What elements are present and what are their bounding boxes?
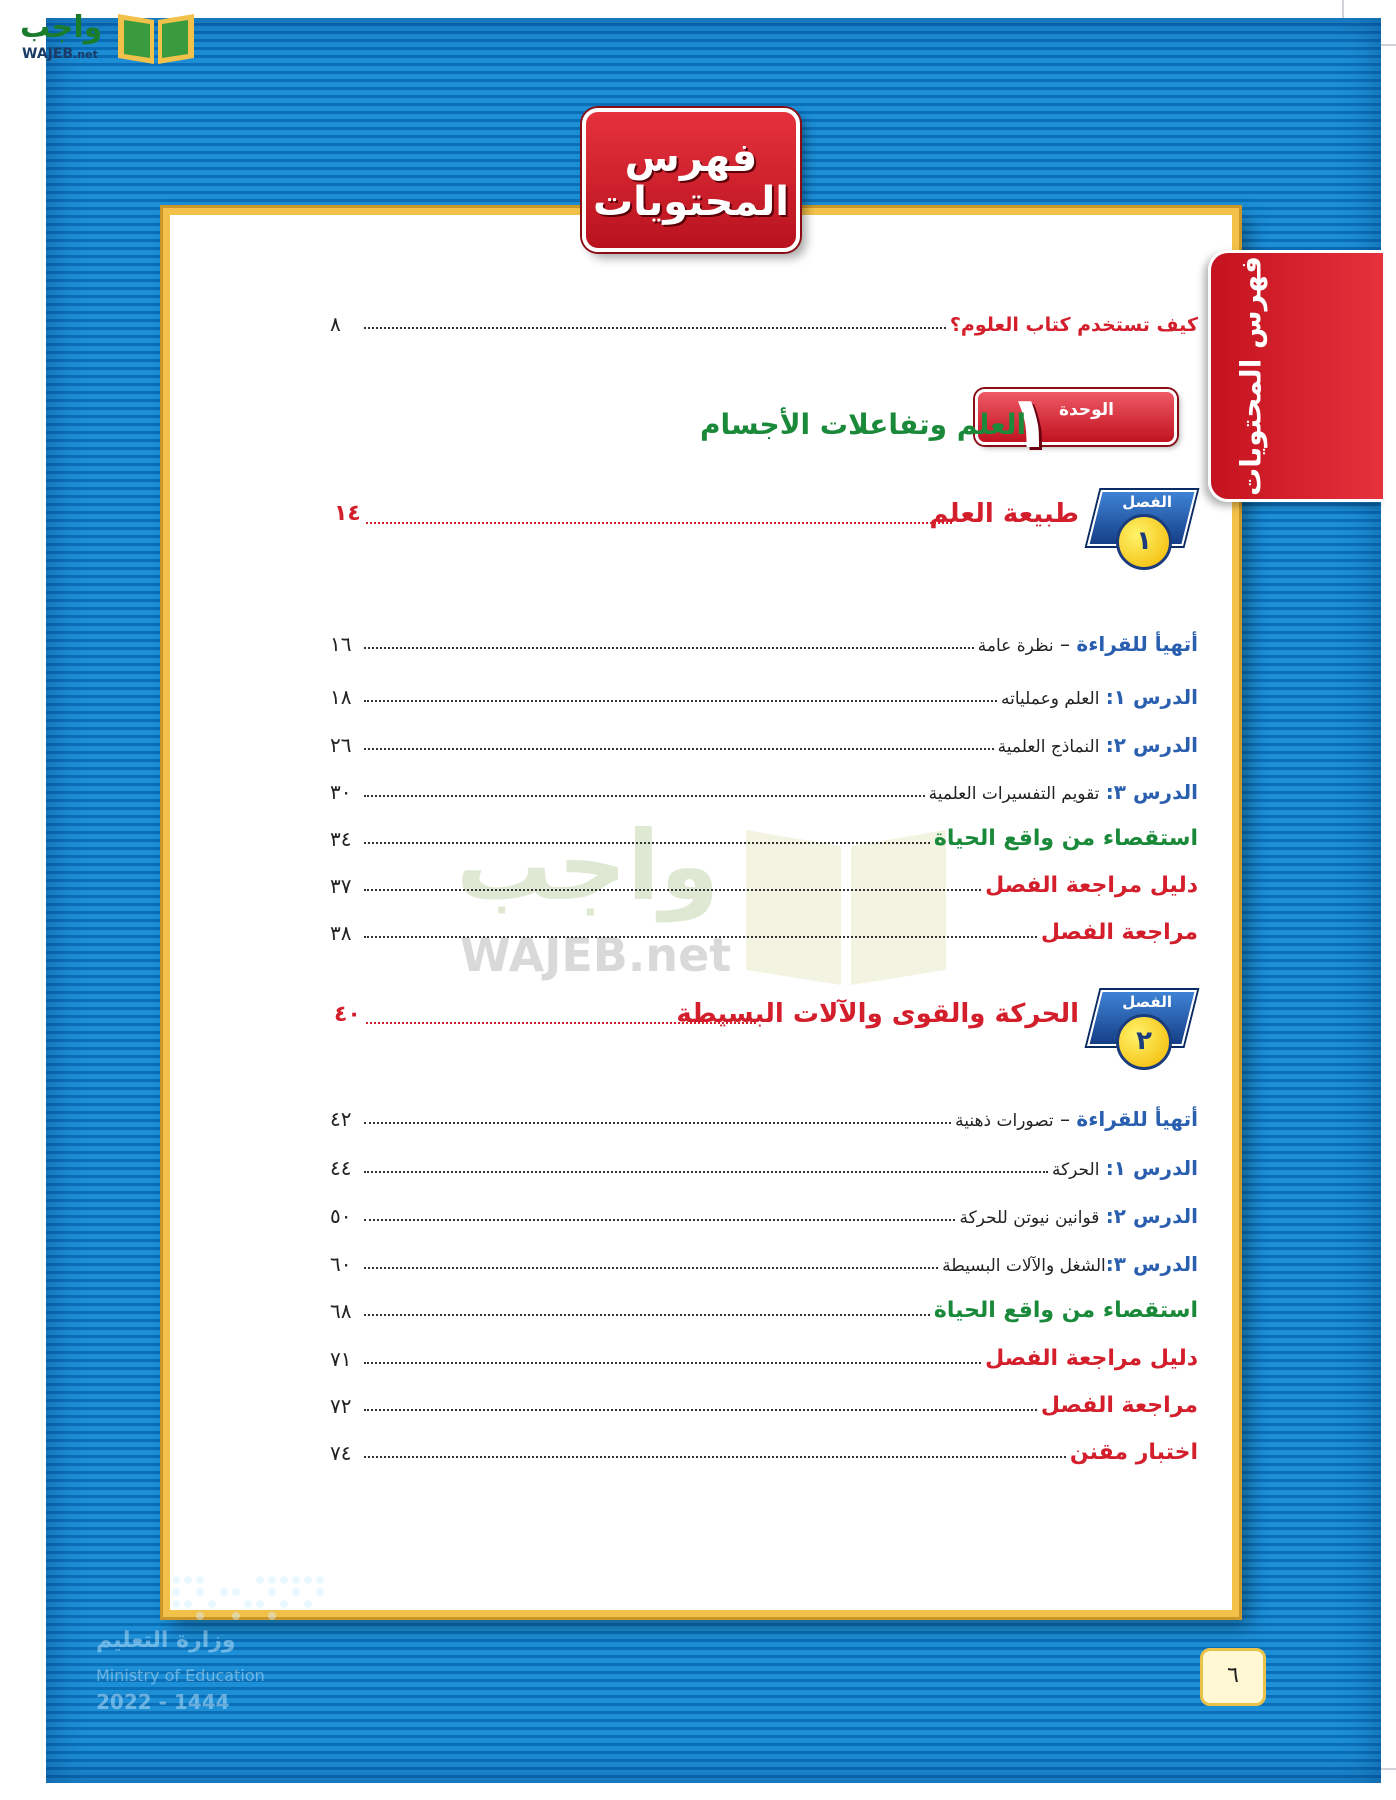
- toc-entry-page: ٣٤: [330, 827, 352, 851]
- toc-entry-label: [925, 780, 1198, 804]
- leader-dots: [364, 327, 946, 329]
- chapter-1-badge: [1082, 490, 1192, 566]
- toc-entry-prefix: الدرس ٣:: [1105, 780, 1198, 804]
- toc-entry-separator: –: [1053, 632, 1077, 656]
- chapter-number: ١: [1116, 514, 1172, 570]
- toc-entry-label: [938, 1252, 1198, 1276]
- toc-entry-page: ٤٢: [330, 1107, 352, 1131]
- toc-entry[interactable]: [330, 1146, 1198, 1180]
- chapter-1-page: ١٤: [334, 501, 361, 526]
- toc-entry-page: ٤٤: [330, 1156, 352, 1180]
- toc-entry[interactable]: [330, 864, 1198, 898]
- toc-entry-page: ٦٨: [330, 1299, 352, 1323]
- leader-dots: [364, 700, 997, 702]
- toc-entry-label: كيف تستخدم كتاب العلوم؟: [949, 314, 1198, 336]
- toc-entry-text: تقويم التفسيرات العلمية: [928, 784, 1100, 804]
- toc-entry-prefix: الدرس ٣:: [1105, 1252, 1198, 1276]
- toc-entry-page: ٧٢: [330, 1394, 352, 1418]
- toc-entry-prefix: اختبار مقنن: [1069, 1440, 1198, 1465]
- leader-dots: [364, 842, 930, 844]
- chapter-1-title[interactable]: طبيعة العلم: [929, 499, 1079, 529]
- toc-entry[interactable]: [330, 622, 1198, 656]
- toc-entry-page: ٨: [330, 312, 341, 336]
- leader-dots: [364, 748, 994, 750]
- logo-arabic: واجب: [20, 10, 103, 45]
- toc-entry-text: العلم وعملياته: [1001, 689, 1100, 709]
- toc-entry-prefix: استقصاء من واقع الحياة: [933, 1298, 1198, 1323]
- toc-entry-page: ٣٨: [330, 921, 352, 945]
- ministry-arabic: وزارة التعليم: [96, 1628, 236, 1653]
- toc-entry-prefix: أتهيأ للقراءة: [1076, 632, 1198, 656]
- leader-dots: [366, 1022, 756, 1024]
- toc-entry-label: [1048, 1156, 1198, 1180]
- leader-dots: [364, 936, 1037, 938]
- leader-dots: [364, 1171, 1048, 1173]
- toc-entry-page: ٧١: [330, 1347, 352, 1371]
- toc-entry-text: الحركة: [1051, 1160, 1100, 1180]
- toc-entry-page: ٣٧: [330, 874, 352, 898]
- toc-entry[interactable]: [330, 1242, 1198, 1276]
- wajeb-logo[interactable]: [8, 2, 188, 68]
- toc-entry-prefix: استقصاء من واقع الحياة: [933, 826, 1198, 851]
- toc-entry-label: [981, 1346, 1198, 1371]
- unit-word: الوحدة: [1059, 400, 1114, 420]
- toc-entry-label: [930, 1298, 1198, 1323]
- leader-dots: [364, 1456, 1066, 1458]
- toc-entry-page: ٦٠: [330, 1252, 352, 1276]
- toc-entry-label: [951, 1107, 1198, 1131]
- watermark-latin: WAJEB.net: [460, 928, 732, 982]
- toc-entry[interactable]: [330, 1431, 1198, 1465]
- toc-entry-label: [1037, 920, 1198, 945]
- book-icon: [116, 6, 196, 66]
- toc-entry[interactable]: [330, 675, 1198, 709]
- leader-dots: [364, 647, 974, 649]
- toc-entry-label: [994, 733, 1198, 757]
- toc-entry-page: ٣٠: [330, 780, 352, 804]
- toc-entry[interactable]: [330, 1337, 1198, 1371]
- toc-entry-prefix: الدرس ١:: [1105, 685, 1198, 709]
- chapter-2-badge: [1082, 990, 1192, 1066]
- toc-entry-label: [981, 873, 1198, 898]
- toc-entry-page: ٥٠: [330, 1204, 352, 1228]
- toc-entry-prefix: الدرس ٢:: [1105, 733, 1198, 757]
- side-tab-label: فهرس المحتويات: [1234, 256, 1268, 496]
- page-number: ٦: [1200, 1648, 1266, 1706]
- unit-number: ١: [1008, 380, 1052, 464]
- toc-entry[interactable]: [330, 911, 1198, 945]
- toc-entry[interactable]: [330, 1194, 1198, 1228]
- leader-dots: [364, 1314, 930, 1316]
- toc-entry-prefix: دليل مراجعة الفصل: [985, 873, 1198, 898]
- ministry-year: 2022 - 1444: [96, 1690, 230, 1714]
- logo-latin: WAJEB.net: [22, 46, 98, 62]
- toc-entry[interactable]: [330, 817, 1198, 851]
- toc-entry-page: ٧٤: [330, 1441, 352, 1465]
- toc-entry-prefix: الدرس ٢:: [1105, 1204, 1198, 1228]
- toc-entry-label: [930, 826, 1198, 851]
- toc-entry-intro[interactable]: [330, 302, 1198, 336]
- toc-entry-text: نظرة عامة: [977, 636, 1054, 656]
- toc-entry-prefix: مراجعة الفصل: [1040, 1393, 1198, 1418]
- leader-dots: [364, 795, 925, 797]
- ministry-dots-icon: [96, 1570, 336, 1626]
- toc-entry[interactable]: [330, 1384, 1198, 1418]
- toc-entry-label: [1037, 1393, 1198, 1418]
- toc-entry[interactable]: [330, 770, 1198, 804]
- leader-dots: [366, 522, 952, 524]
- toc-entry-page: ١٨: [330, 685, 352, 709]
- leader-dots: [364, 889, 981, 891]
- side-section-tab[interactable]: [1208, 250, 1383, 502]
- toc-entry-label: [1066, 1440, 1198, 1465]
- toc-entry-page: ١٦: [330, 632, 352, 656]
- leader-dots: [364, 1409, 1037, 1411]
- toc-entry-prefix: الدرس ١:: [1105, 1156, 1198, 1180]
- ministry-logo: [96, 1570, 336, 1720]
- toc-entry-label: [955, 1204, 1198, 1228]
- toc-entry-separator: –: [1053, 1107, 1077, 1131]
- leader-dots: [364, 1267, 938, 1269]
- toc-entry-text: قوانين نيوتن للحركة: [959, 1208, 1100, 1228]
- toc-entry-label: [974, 632, 1198, 656]
- unit-title: العلم وتفاعلات الأجسام: [700, 408, 1027, 441]
- toc-entry-text: الشغل والآلات البسيطة: [942, 1256, 1106, 1276]
- page-title-line1: فهرس: [624, 135, 758, 181]
- chapter-word: الفصل: [1122, 493, 1172, 511]
- toc-entry[interactable]: [330, 1097, 1198, 1131]
- leader-dots: [364, 1362, 981, 1364]
- chapter-word: الفصل: [1122, 993, 1172, 1011]
- page-title-tab: [582, 108, 800, 252]
- chapter-2-title[interactable]: الحركة والقوى والآلات البسيطة: [676, 999, 1079, 1029]
- chapter-2-page: ٤٠: [334, 1002, 361, 1027]
- toc-entry-page: ٢٦: [330, 733, 352, 757]
- page-title-line2: المحتويات: [592, 179, 789, 225]
- chapter-number: ٢: [1116, 1014, 1172, 1070]
- leader-dots: [364, 1219, 955, 1221]
- toc-entry-prefix: أتهيأ للقراءة: [1076, 1107, 1198, 1131]
- ministry-english: Ministry of Education: [96, 1666, 265, 1685]
- toc-entry[interactable]: [330, 1289, 1198, 1323]
- watermark-arabic: واجب: [456, 810, 720, 922]
- toc-entry-prefix: مراجعة الفصل: [1040, 920, 1198, 945]
- toc-entry-prefix: دليل مراجعة الفصل: [985, 1346, 1198, 1371]
- toc-entry[interactable]: [330, 723, 1198, 757]
- leader-dots: [364, 1122, 951, 1124]
- toc-entry-label: [997, 685, 1198, 709]
- toc-entry-text: النماذج العلمية: [997, 737, 1100, 757]
- toc-entry-text: تصورات ذهنية: [955, 1111, 1054, 1131]
